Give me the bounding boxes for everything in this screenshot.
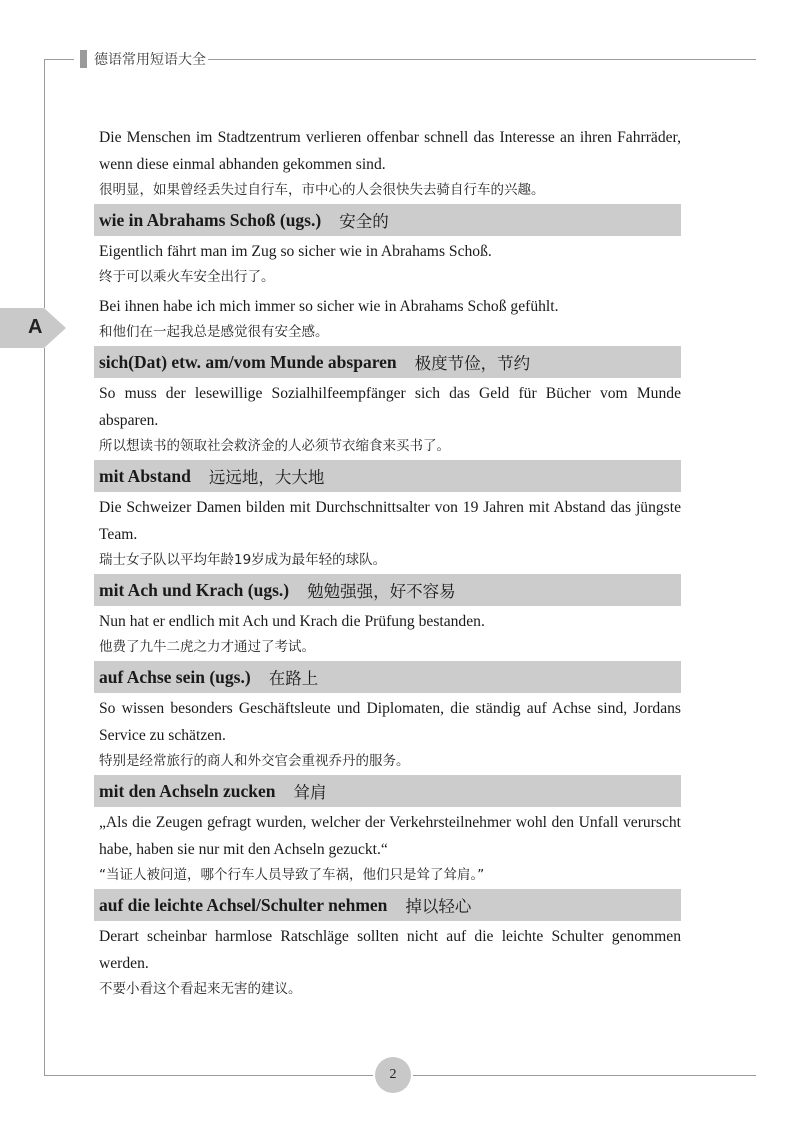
header-marker — [80, 50, 87, 68]
example-zh: “当证人被问道，哪个行车人员导致了车祸，他们只是耸了耸肩。” — [99, 867, 485, 883]
example-de: So wissen besonders Geschäftsleute und Diplomaten, die ständig auf Achse sind, Jordans Service zu schätzen. — [99, 700, 681, 744]
example-de: Eigentlich fährt man im Zug so sicher wie in Abrahams Schoß. — [99, 243, 492, 260]
running-header-title: 德语常用短语大全 — [94, 52, 206, 68]
entry-meaning-zh: 极度节俭，节约 — [414, 354, 531, 373]
entry-meaning-zh: 在路上 — [268, 669, 319, 688]
example-de: Nun hat er endlich mit Ach und Krach die Prüfung bestanden. — [99, 613, 485, 630]
page-number: 2 — [375, 1057, 411, 1093]
frame-left-upper-line — [44, 59, 45, 308]
entry-meaning-zh: 远远地，大大地 — [208, 468, 325, 487]
example-de: „Als die Zeugen gefragt wurden, welcher der Verkehrsteilnehmer wohl den Unfall verurscht habe, haben sie nur mit den Achseln gezuckt.“ — [99, 814, 681, 858]
example-zh: 特别是经常旅行的商人和外交官会重视乔丹的服务。 — [99, 753, 410, 769]
section-letter: A — [28, 316, 43, 338]
example-de: Die Schweizer Damen bilden mit Durchschnittsalter von 19 Jahren mit Abstand das jüngste Team. — [99, 499, 681, 543]
example-de: So muss der lesewillige Sozialhilfeempfänger sich das Geld für Bücher vom Munde absparen. — [99, 385, 681, 429]
frame-left-lower-line — [44, 348, 45, 1075]
example-zh: 所以想读书的领取社会救济金的人必须节衣缩食来买书了。 — [99, 438, 450, 454]
entry-phrase-de: mit Abstand — [99, 465, 191, 486]
example-zh: 不要小看这个看起来无害的建议。 — [99, 981, 302, 997]
example-zh: 他费了九牛二虎之力才通过了考试。 — [99, 639, 315, 655]
entry-header — [94, 460, 681, 492]
entry-phrase-de: wie in Abrahams Schoß (ugs.) — [99, 209, 322, 230]
entry-meaning-zh: 耸肩 — [293, 783, 327, 802]
example-zh: 瑞士女子队以平均年龄19岁成为最年轻的球队。 — [99, 552, 387, 568]
example-zh: 终于可以乘火车安全出行了。 — [99, 269, 275, 285]
entry-header — [94, 346, 681, 378]
entry-phrase-de: mit Ach und Krach (ugs.) — [99, 579, 290, 600]
section-tab-arrow — [44, 308, 66, 348]
entry-header — [94, 889, 681, 921]
entry-phrase-de: auf Achse sein (ugs.) — [99, 666, 251, 687]
frame-top-left-line — [44, 59, 74, 60]
example-de: Bei ihnen habe ich mich immer so sicher wie in Abrahams Schoß gefühlt. — [99, 298, 559, 315]
entry-phrase-de: mit den Achseln zucken — [99, 780, 276, 801]
frame-top-right-line — [208, 59, 756, 60]
frame-bottom-right-line — [413, 1075, 756, 1076]
intro-example-de: Die Menschen im Stadtzentrum verlieren offenbar schnell das Interesse an ihren Fahrräder, wenn diese einmal abhanden gekommen sind. — [99, 129, 681, 173]
entry-header — [94, 204, 681, 236]
example-zh: 和他们在一起我总是感觉很有安全感。 — [99, 324, 329, 340]
entry-header — [94, 775, 681, 807]
entry-phrase-de: sich(Dat) etw. am/vom Munde absparen — [99, 351, 397, 372]
entry-phrase-de: auf die leichte Achsel/Schulter nehmen — [99, 894, 388, 915]
entry-header — [94, 574, 681, 606]
example-de: Derart scheinbar harmlose Ratschläge sollten nicht auf die leichte Schulter genommen werden. — [99, 928, 681, 972]
intro-example-zh: 很明显，如果曾经丢失过自行车，市中心的人会很快失去骑自行车的兴趣。 — [99, 182, 545, 198]
entry-meaning-zh: 勉勉强强，好不容易 — [307, 582, 456, 601]
page-content — [99, 124, 681, 1001]
frame-bottom-left-line — [44, 1075, 373, 1076]
entry-meaning-zh: 掉以轻心 — [405, 897, 472, 916]
entry-header — [94, 661, 681, 693]
entry-meaning-zh: 安全的 — [339, 212, 389, 231]
